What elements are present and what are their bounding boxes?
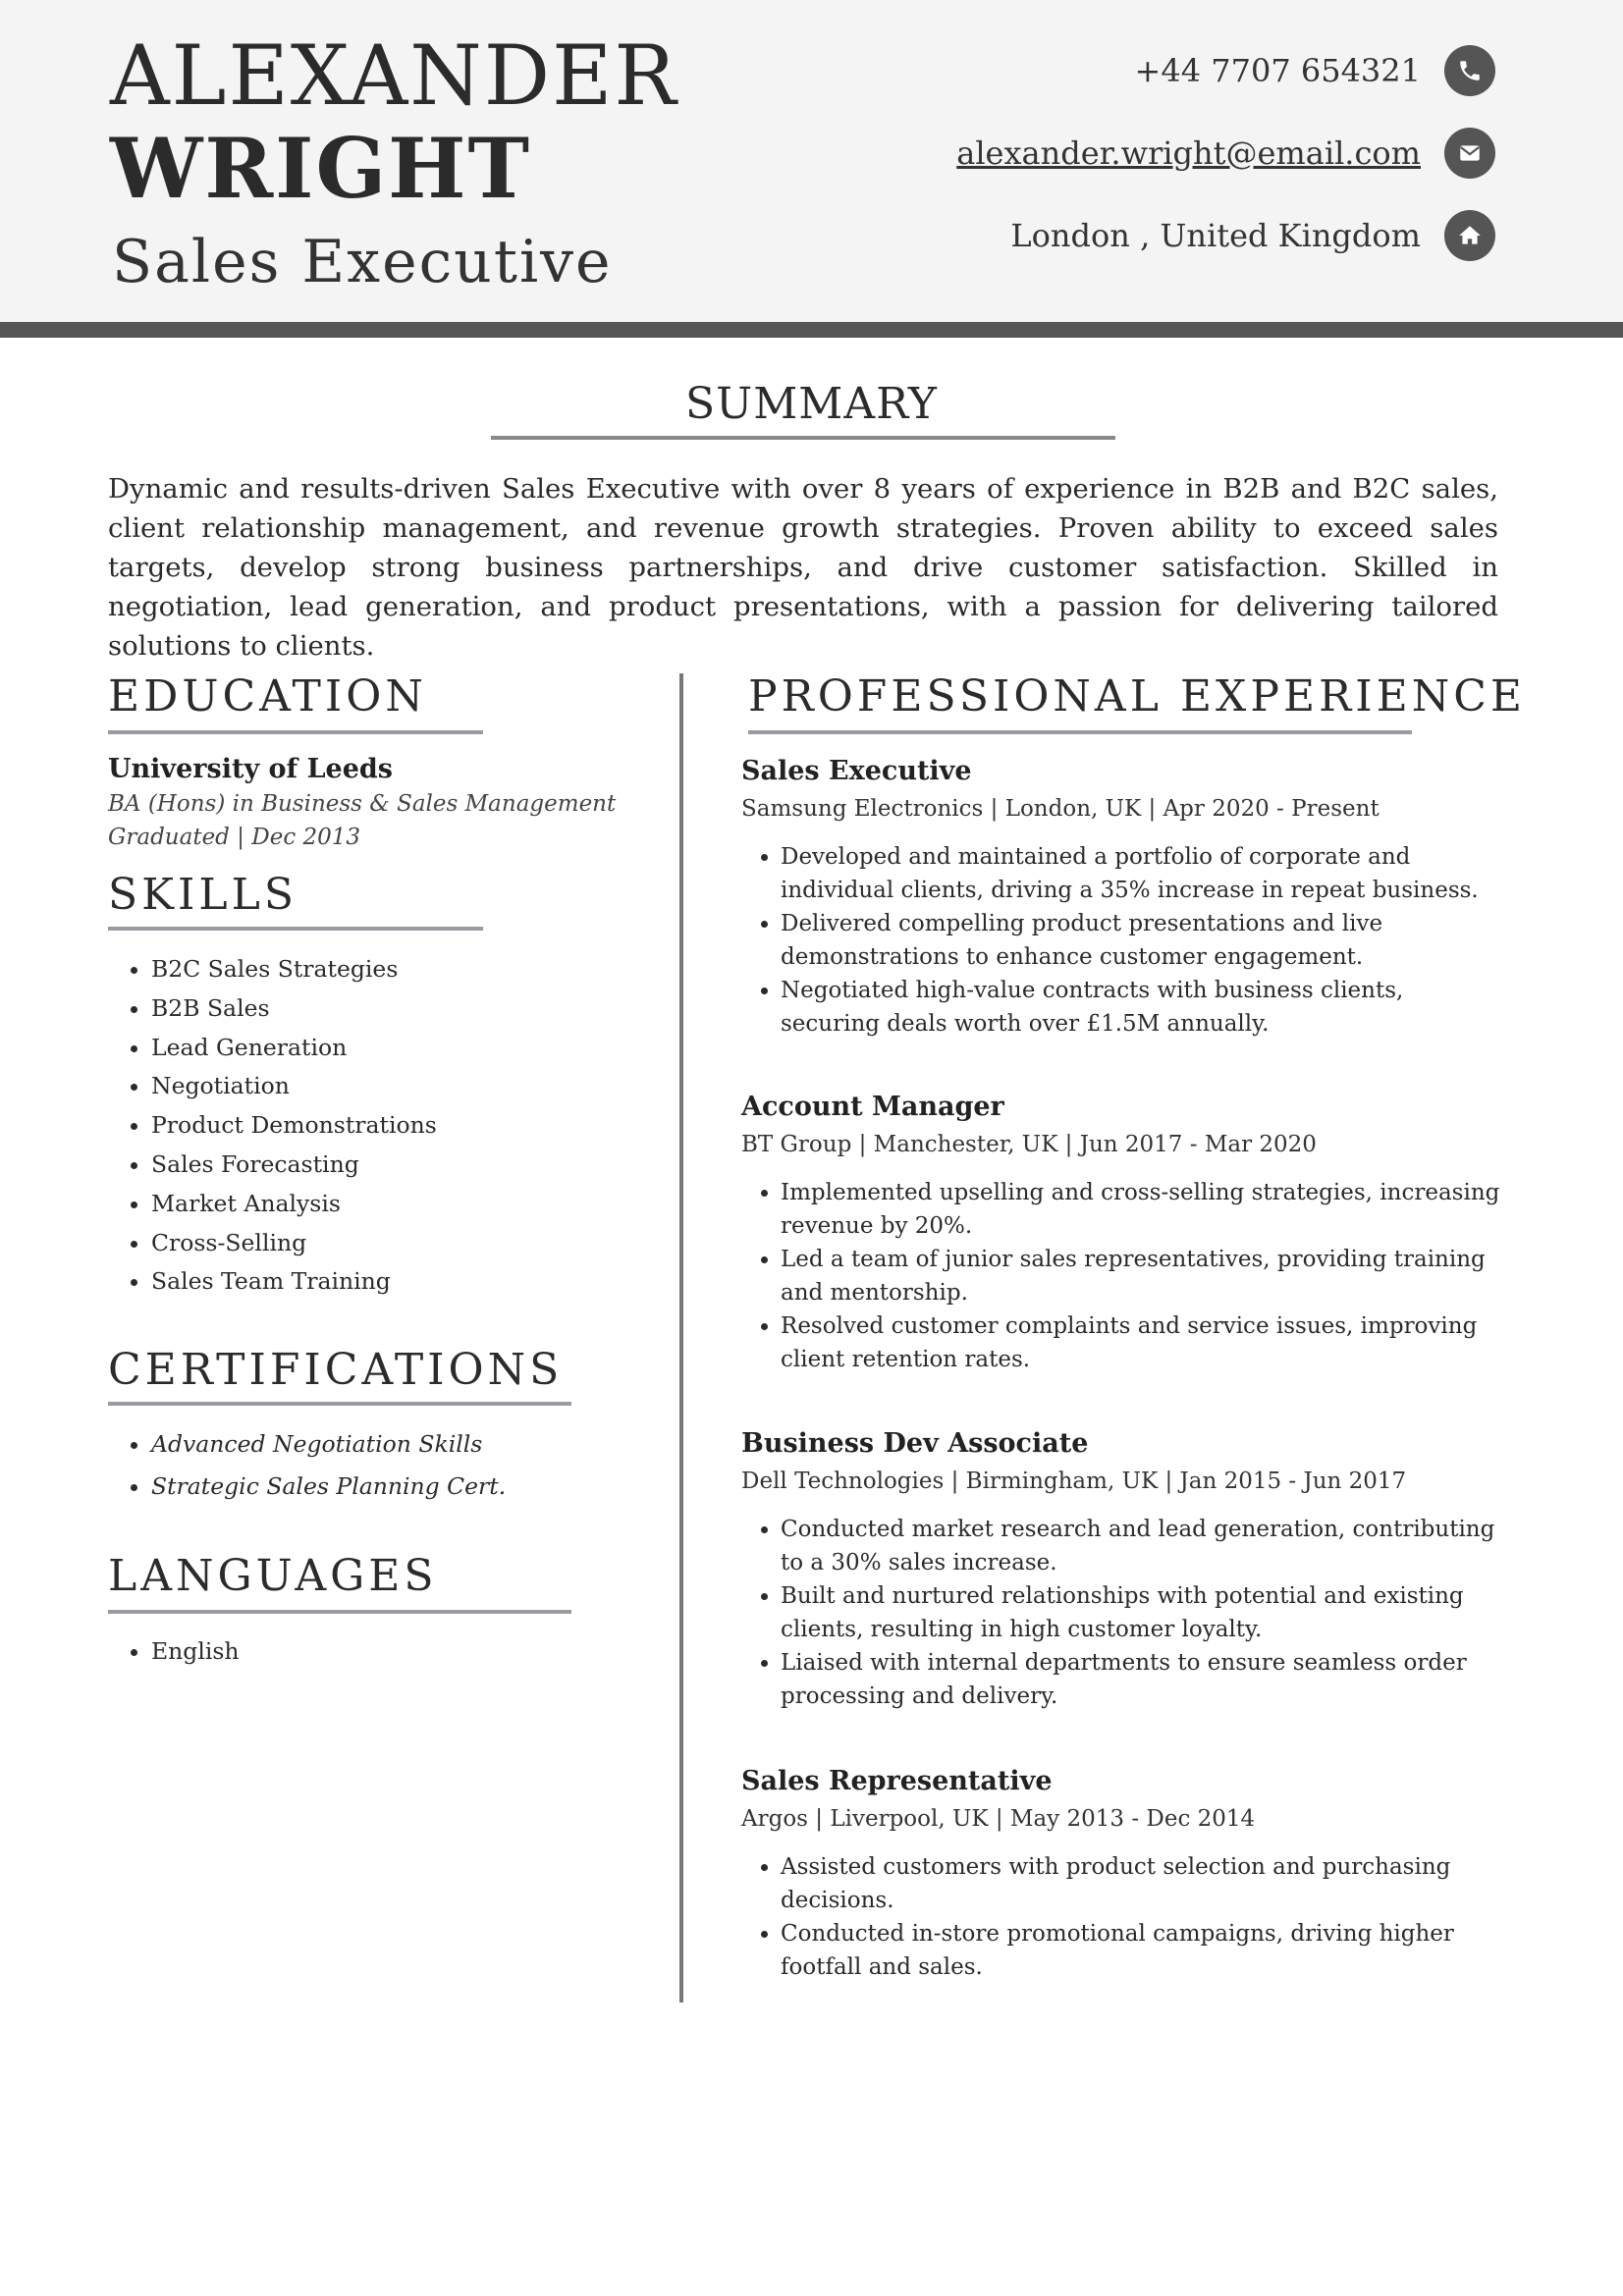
certification-item: • Advanced Negotiation Skills bbox=[151, 1423, 506, 1466]
languages-heading: LANGUAGES bbox=[108, 1551, 438, 1601]
job-meta: Dell Technologies | Birmingham, UK | Jan 2015 - Jun 2017 bbox=[741, 1468, 1407, 1494]
job-entry bbox=[741, 1762, 1503, 1984]
contact-phone bbox=[1135, 45, 1495, 96]
job-bullet: • Assisted customers with product selection and purchasing decisions. bbox=[781, 1850, 1503, 1917]
email-icon bbox=[1444, 128, 1495, 179]
job-role: Business Dev Associate bbox=[741, 1428, 1089, 1459]
languages-list bbox=[108, 1631, 240, 1671]
skill-item: • Sales Team Training bbox=[151, 1262, 437, 1302]
experience-divider bbox=[748, 730, 1412, 734]
skills-heading: SKILLS bbox=[108, 870, 298, 920]
job-meta: BT Group | Manchester, UK | Jun 2017 - Mar 2020 bbox=[741, 1132, 1317, 1157]
skill-item: • Negotiation bbox=[151, 1067, 437, 1106]
certifications-heading: CERTIFICATIONS bbox=[108, 1345, 564, 1395]
job-meta: Samsung Electronics | London, UK | Apr 2020 - Present bbox=[741, 796, 1380, 822]
job-entry bbox=[741, 1088, 1503, 1376]
phone-icon bbox=[1444, 45, 1495, 96]
job-bullet: • Conducted in-store promotional campaigns, driving higher footfall and sales. bbox=[781, 1917, 1503, 1984]
job-role: Sales Executive bbox=[741, 756, 972, 786]
column-divider bbox=[679, 673, 683, 2002]
job-bullet: • Negotiated high-value contracts with business clients, securing deals worth over £1.5M annually. bbox=[781, 974, 1503, 1041]
skill-item: • Market Analysis bbox=[151, 1185, 437, 1224]
languages-divider bbox=[108, 1610, 571, 1614]
email-link[interactable]: alexander.wright@email.com bbox=[956, 134, 1421, 172]
resume-header bbox=[0, 0, 1623, 338]
skill-item: • Product Demonstrations bbox=[151, 1106, 437, 1146]
job-entry bbox=[741, 752, 1503, 1041]
job-bullet: • Developed and maintained a portfolio of corporate and individual clients, driving a 35% increase in repeat business. bbox=[781, 840, 1503, 907]
job-meta: Argos | Liverpool, UK | May 2013 - Dec 2014 bbox=[741, 1806, 1256, 1832]
education-divider bbox=[108, 730, 483, 734]
contact-email bbox=[956, 128, 1495, 179]
certification-item: • Strategic Sales Planning Cert. bbox=[151, 1466, 506, 1508]
location-text: London , United Kingdom bbox=[1010, 217, 1421, 254]
job-bullets bbox=[741, 1176, 1503, 1376]
skill-item: • B2B Sales bbox=[151, 989, 437, 1029]
skill-item: • Cross-Selling bbox=[151, 1224, 437, 1263]
home-icon bbox=[1444, 210, 1495, 261]
job-role: Account Manager bbox=[741, 1092, 1004, 1122]
job-bullet: • Built and nurtured relationships with potential and existing clients, resulting in high customer loyalty. bbox=[781, 1579, 1503, 1646]
skills-list bbox=[108, 950, 437, 1302]
first-name: ALEXANDER bbox=[110, 27, 678, 124]
job-entry bbox=[741, 1424, 1503, 1713]
experience-heading: PROFESSIONAL EXPERIENCE bbox=[748, 671, 1526, 721]
job-title: Sales Executive bbox=[112, 228, 613, 296]
job-bullet: • Delivered compelling product presentations and live demonstrations to enhance customer engagement. bbox=[781, 907, 1503, 974]
skills-divider bbox=[108, 927, 483, 931]
job-bullets bbox=[741, 1850, 1503, 1984]
last-name: WRIGHT bbox=[110, 120, 532, 217]
job-bullets bbox=[741, 1513, 1503, 1713]
summary-text: Dynamic and results-driven Sales Executive with over 8 years of experience in B2B and B2C sales, client relationship management, and revenue growth strategies. Proven ability to exceed sales targets, develop strong business partnerships, and drive customer satisfaction. Skilled in negotiation, lead generation, and product presentations, with a passion for delivering tailored solutions to clients. bbox=[108, 473, 1498, 662]
contact-location bbox=[1010, 210, 1495, 261]
job-bullet: • Resolved customer complaints and service issues, improving client retention rates. bbox=[781, 1309, 1503, 1376]
education-heading: EDUCATION bbox=[108, 671, 427, 721]
skill-item: • B2C Sales Strategies bbox=[151, 950, 437, 989]
summary-heading: SUMMARY bbox=[685, 379, 938, 429]
summary-divider bbox=[491, 436, 1115, 440]
job-bullets bbox=[741, 840, 1503, 1041]
language-item: • English bbox=[151, 1631, 240, 1671]
skill-item: • Sales Forecasting bbox=[151, 1146, 437, 1185]
certifications-divider bbox=[108, 1402, 571, 1406]
job-bullet: • Led a team of junior sales representatives, providing training and mentorship. bbox=[781, 1243, 1503, 1309]
job-bullet: • Implemented upselling and cross-selling strategies, increasing revenue by 20%. bbox=[781, 1176, 1503, 1243]
education-graduated: Graduated | Dec 2013 bbox=[108, 825, 361, 850]
phone-text: +44 7707 654321 bbox=[1134, 52, 1421, 89]
job-role: Sales Representative bbox=[741, 1766, 1053, 1796]
certifications-list bbox=[108, 1423, 506, 1508]
job-bullet: • Conducted market research and lead generation, contributing to a 30% sales increase. bbox=[781, 1513, 1503, 1579]
job-bullet: • Liaised with internal departments to ensure seamless order processing and delivery. bbox=[781, 1646, 1503, 1713]
education-degree: BA (Hons) in Business & Sales Management bbox=[108, 791, 617, 817]
skill-item: • Lead Generation bbox=[151, 1029, 437, 1068]
education-school: University of Leeds bbox=[108, 754, 393, 784]
